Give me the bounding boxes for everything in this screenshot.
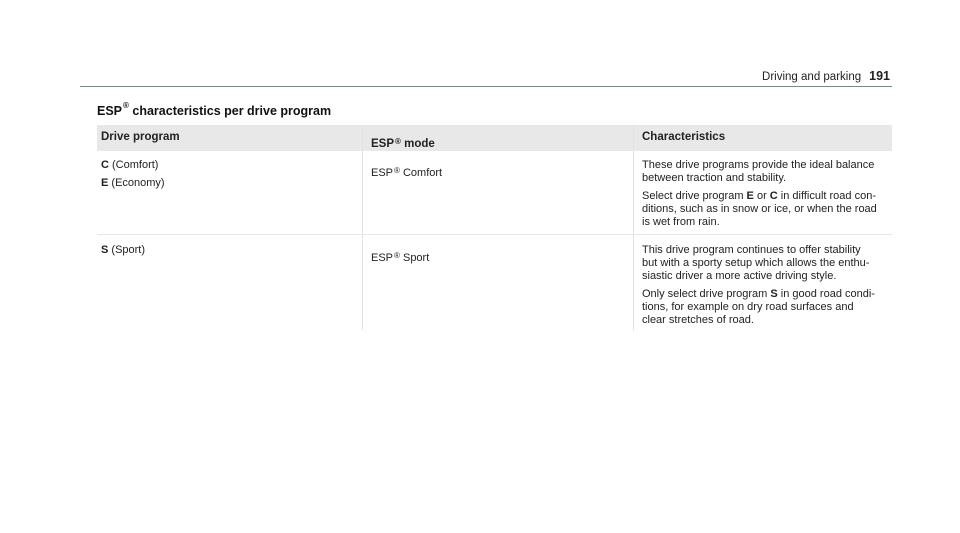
table-row xyxy=(97,235,892,331)
header-drive-program: Drive program xyxy=(97,125,363,151)
running-header xyxy=(762,69,890,83)
table-header-row xyxy=(97,125,892,151)
table-row xyxy=(97,151,892,235)
esp-mode-cell: ESP® Sport xyxy=(363,235,634,331)
characteristics-cell: This drive program continues to offer stability but with a sporty setup which allows the enthu- siastic driver a more active driving style. Only select drive program S in good road condi- tions, for example on dry road surfaces and clear stretches of road. xyxy=(634,235,893,331)
program-sport: S (Sport) xyxy=(101,244,146,256)
drive-program-cell xyxy=(97,151,363,235)
page-number: 191 xyxy=(869,69,890,83)
registered-mark: ® xyxy=(123,101,129,110)
header-characteristics: Characteristics xyxy=(634,125,893,151)
section-title: ESP® characteristics per drive program xyxy=(97,101,332,118)
drive-program-table xyxy=(97,125,892,330)
drive-program-cell xyxy=(97,235,363,331)
program-comfort: C (Comfort) xyxy=(101,159,159,171)
header-esp-mode: ESP® mode xyxy=(363,125,634,151)
characteristics-cell: These drive programs provide the ideal balance between traction and stability. Select drive program E or C in difficult road con- ditions, such as in snow or ice, or when the road is wet from rain. xyxy=(634,151,893,235)
chapter-title: Driving and parking xyxy=(762,71,862,83)
header-rule xyxy=(80,86,892,87)
program-economy: E (Economy) xyxy=(101,177,165,189)
esp-mode-cell: ESP® Comfort xyxy=(363,151,634,235)
